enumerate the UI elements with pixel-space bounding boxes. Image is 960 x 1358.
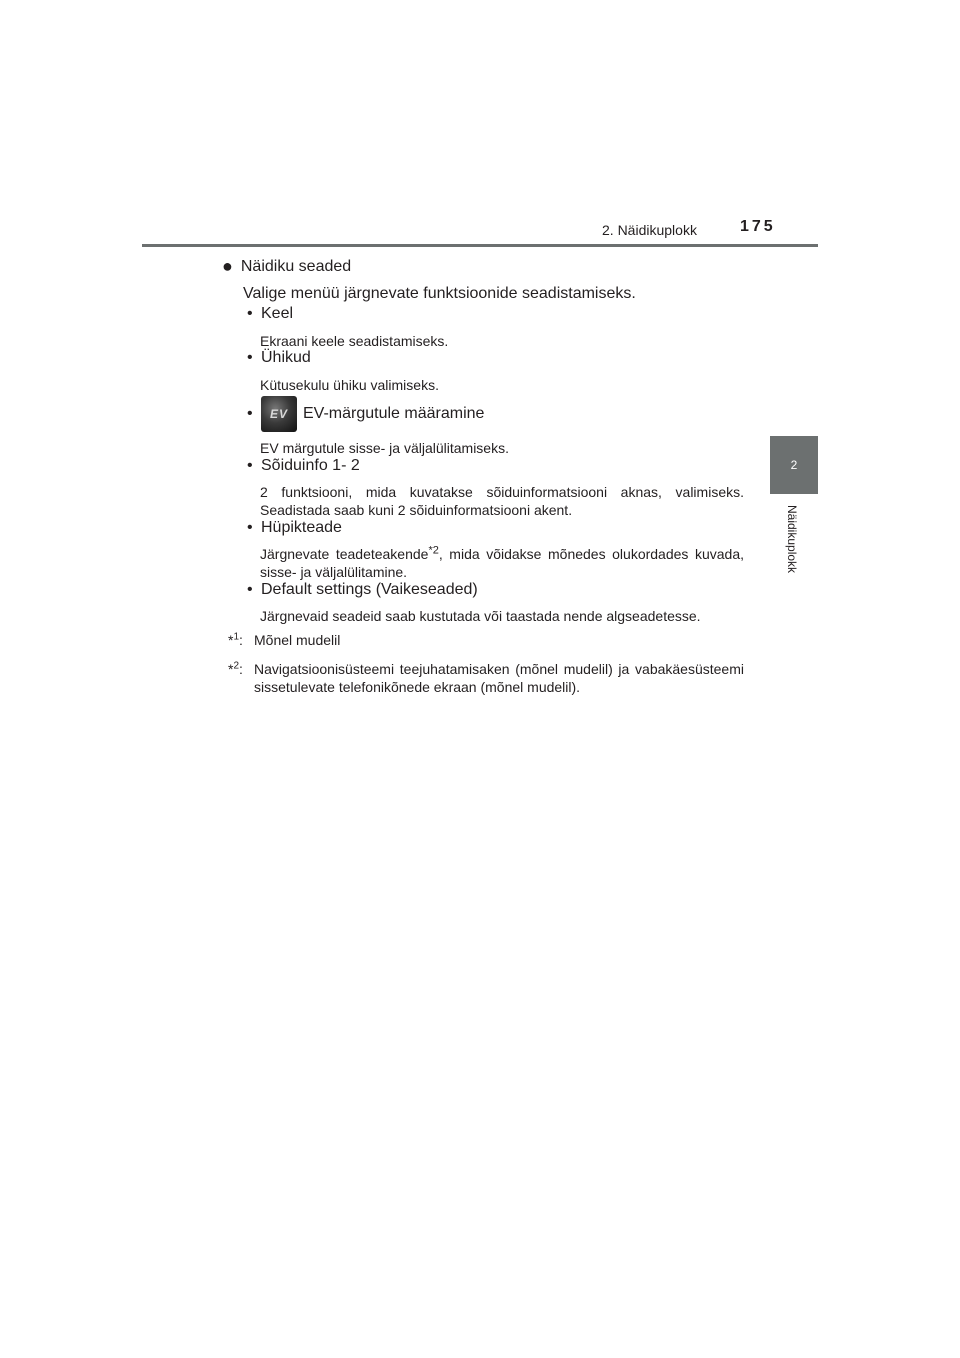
item-label: Sõiduinfo 1- 2 [261,457,360,474]
item-description: Järgnevaid seadeid saab kustutada või taastada nende algseadetesse. [260,608,701,624]
list-item [247,457,360,475]
heading-text: Näidiku seaded [240,257,352,275]
item-description: Ekraani keele seadistamiseks. [260,333,449,349]
item-description: 2 funktsiooni, mida kuvatakse sõiduinformatsiooni aknas, valimiseks. Seadistada saab kuni 2 sõiduinformatsiooni akent. [260,484,744,518]
list-item [247,519,342,537]
intro-text: Valige menüü järgnevate funktsioonide seadistamiseks. [243,285,636,302]
item-label: Keel [261,305,294,322]
list-item [247,581,478,599]
section-title: 2. Näidikuplokk [602,222,697,238]
list-item [247,305,293,323]
item-description: EV märgutule sisse- ja väljalülitamiseks. [260,440,509,456]
bullet-icon: • [247,305,253,322]
item-description: Järgnevate teadeteakende$^{*2}$, mida võidakse mõnedes olukordades kuvada, sisse- ja väljalülitamine. [260,544,744,580]
bullet-icon: • [247,349,253,366]
ev-indicator-icon [261,396,297,432]
bullet-icon: • [247,519,253,536]
footnote-mark: *$^1$: [228,631,243,648]
header-rule [142,244,818,247]
footnote-mark: *$^2$: [228,660,243,677]
bullet-icon: • [247,457,253,474]
footnote-ref: *2 [428,544,439,557]
list-item [247,396,484,432]
ev-icon-text: EV [269,407,288,421]
bullet-icon: • [247,581,253,598]
chapter-number: 2 [790,458,798,472]
footnote-text: Mõnel mudelil [254,632,341,648]
page-number: 175 [740,218,776,235]
bullet-icon: • [247,405,253,422]
item-description: Kütusekulu ühiku valimiseks. [260,377,439,393]
item-label: Default settings (Vaikeseaded) [261,581,478,598]
item-label: Ühikud [261,349,311,366]
section-heading [222,256,351,277]
footnote [228,660,744,696]
footnote-text: Navigatsioonisüsteemi teejuhatamisaken (mõnel mudelil) ja vabakäesüsteemi sissetulevate telefonikõnede ekraan (mõnel mudelil). [254,661,744,695]
list-item [247,349,311,367]
item-label: EV-märgutule määramine [303,405,485,422]
bullet-circle-icon: ● [222,256,233,276]
item-label: Hüpikteade [261,519,342,536]
chapter-label: Näidikuplokk [785,505,799,574]
chapter-tab [770,436,818,494]
footnote [228,631,744,649]
